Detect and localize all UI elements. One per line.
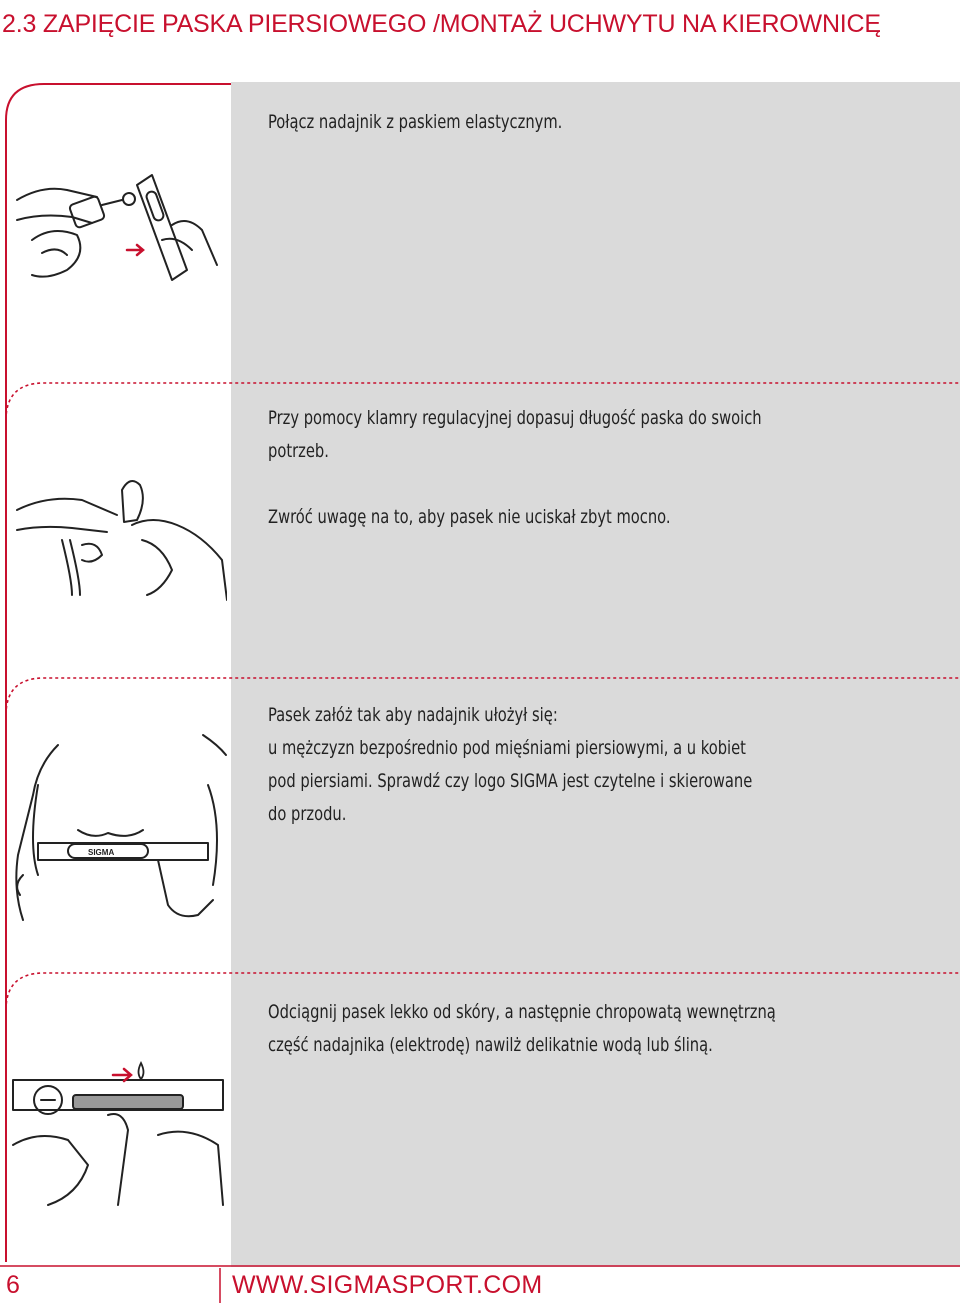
step-3-line-4: do przodu.: [268, 803, 347, 825]
website-url[interactable]: WWW.SIGMASPORT.COM: [232, 1271, 543, 1299]
grey-text-panel: [231, 82, 960, 1267]
step-1-line: Połącz nadajnik z paskiem elastycznym.: [268, 111, 563, 133]
step-4-text: [268, 996, 818, 1062]
step-3-line-3: pod piersiami. Sprawdź czy logo SIGMA jest czytelne i skierowane: [268, 770, 753, 792]
step-3-text: [268, 699, 818, 831]
step-2-line-2: potrzeb.: [268, 440, 329, 462]
step-3-line-2: u mężczyzn bezpośrednio pod mięśniami piersiowymi, a u kobiet: [268, 737, 746, 759]
step-3-line-1: Pasek załóż tak aby nadajnik ułożył się:: [268, 704, 558, 726]
step-2-line-3: Zwróć uwagę na to, aby pasek nie uciskał zbyt mocno.: [268, 506, 671, 528]
step-2-line-1: Przy pomocy klamry regulacyjnej dopasuj długość paska do swoich: [268, 407, 762, 429]
step-4-line-1: Odciągnij pasek lekko od skóry, a następnie chropowatą wewnętrzną: [268, 1001, 776, 1023]
illustration-adjust-buckle: [12, 470, 227, 610]
illustration-wear-strap: [8, 725, 228, 925]
illustration-moisten-electrode: [8, 1055, 228, 1215]
illustration-connect-transmitter: [12, 165, 227, 295]
page-number: 6: [6, 1271, 20, 1299]
page-title: 2.3 ZAPIĘCIE PASKA PIERSIOWEGO /MONTAŻ UCHWYTU NA KIEROWNICĘ: [2, 10, 881, 38]
step-4-line-2: część nadajnika (elektrodę) nawilż delikatnie wodą lub śliną.: [268, 1034, 713, 1056]
svg-text:SIGMA: SIGMA: [88, 848, 115, 857]
step-2-text: [268, 402, 818, 534]
step-1-text: [268, 106, 818, 139]
